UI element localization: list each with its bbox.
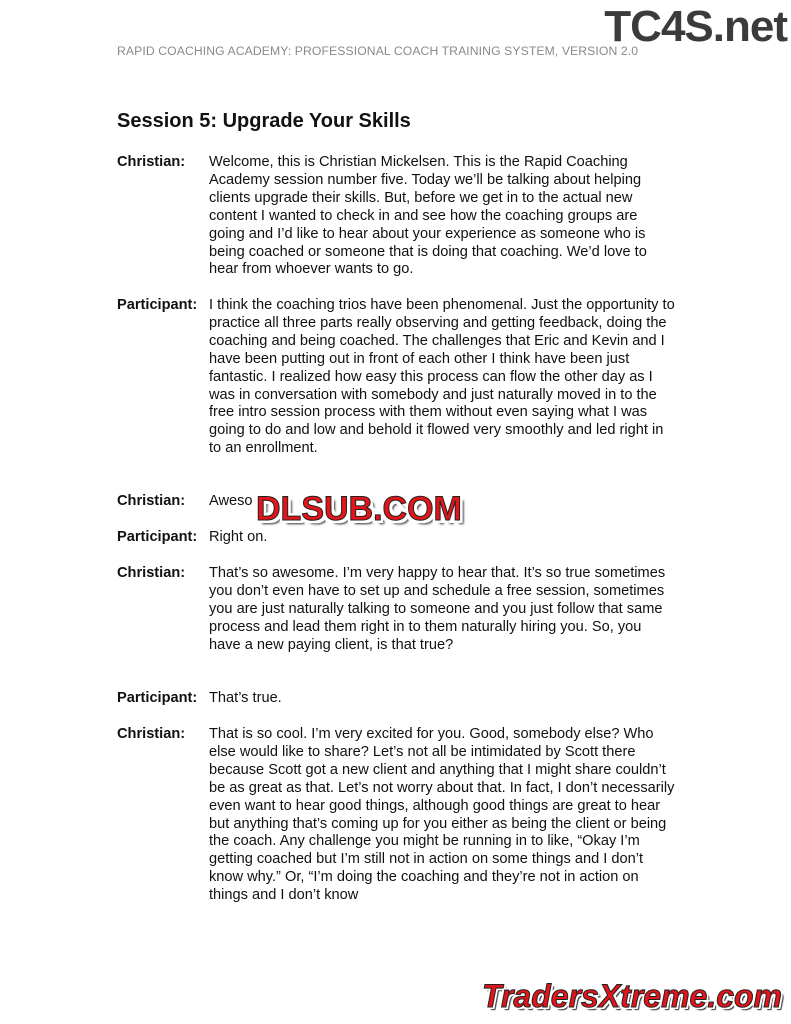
session-title: Session 5: Upgrade Your Skills <box>117 110 411 132</box>
speaker-label: Participant: <box>117 297 198 313</box>
speaker-label: Christian: <box>117 154 186 170</box>
transcript-entry <box>117 565 677 655</box>
speaker-label: Participant: <box>117 529 198 545</box>
transcript-entry <box>117 726 677 905</box>
transcript-entry <box>117 529 677 547</box>
speech-text: That is so cool. I’m very excited for you. Good, somebody else? Who else would like to share? Let’s not all be intimidated by Scott there because Scott got a new client and anything that I might share couldn’t be as great as that. Let’s not worry about that. In fact, I don’t necessarily even want to hear good things, although good things are great to hear but anything that’s coming up for you either as being the client or being the coach. Any challenge you might be running in to like, “Okay I’m getting coached but I’m still not in action on some things and I don’t know why.” Or, “I’m doing the coaching and they’re not in action on things and I don’t know <box>209 726 675 904</box>
speech-text: I think the coaching trios have been phenomenal. Just the opportunity to practice all three parts really observing and getting feedback, doing the coaching and being coached. The challenges that Eric and Kevin and I have been putting out in front of each other I think have been just fantastic. I realized how easy this process can flow the other day as I was in conversation with somebody and just naturally moved in to the free intro session process with them without even saying what I was going to do and low and behold it flowed very smoothly and led right in to an enrollment. <box>209 297 675 457</box>
speaker-label: Participant: <box>117 690 198 706</box>
speech-text: That’s so awesome. I’m very happy to hear that. It’s so true sometimes you don’t even have to set up and schedule a free session, sometimes you are just naturally talking to someone and you just follow that same process and lead them right in to them naturally hiring you. So, you have a new paying client, is that true? <box>209 565 666 653</box>
speech-text: That’s true. <box>209 690 282 706</box>
watermark-top: TC4S.net <box>604 2 787 51</box>
speech-text: Right on. <box>209 529 268 545</box>
speaker-label: Christian: <box>117 493 186 509</box>
watermark-middle: DLSUB.COM <box>256 490 462 528</box>
running-header: RAPID COACHING ACADEMY: PROFESSIONAL COACH TRAINING SYSTEM, VERSION 2.0 <box>117 44 639 58</box>
speaker-label: Christian: <box>117 726 186 742</box>
speaker-label: Christian: <box>117 565 186 581</box>
watermark-bottom: TradersXtreme.com <box>482 978 782 1014</box>
transcript-entry <box>117 690 677 708</box>
speech-text: Aweso <box>209 493 253 509</box>
transcript-entry <box>117 297 677 458</box>
speech-text: Welcome, this is Christian Mickelsen. This is the Rapid Coaching Academy session number five. Today we’ll be talking about helping clients upgrade their skills. But, before we get in to the actual new content I wanted to check in and see how the coaching groups are going and I’d like to hear about your experience as someone who is being coached or someone that is doing that coaching. We’d love to hear from whoever wants to go. <box>209 154 647 278</box>
transcript-entry <box>117 154 677 279</box>
